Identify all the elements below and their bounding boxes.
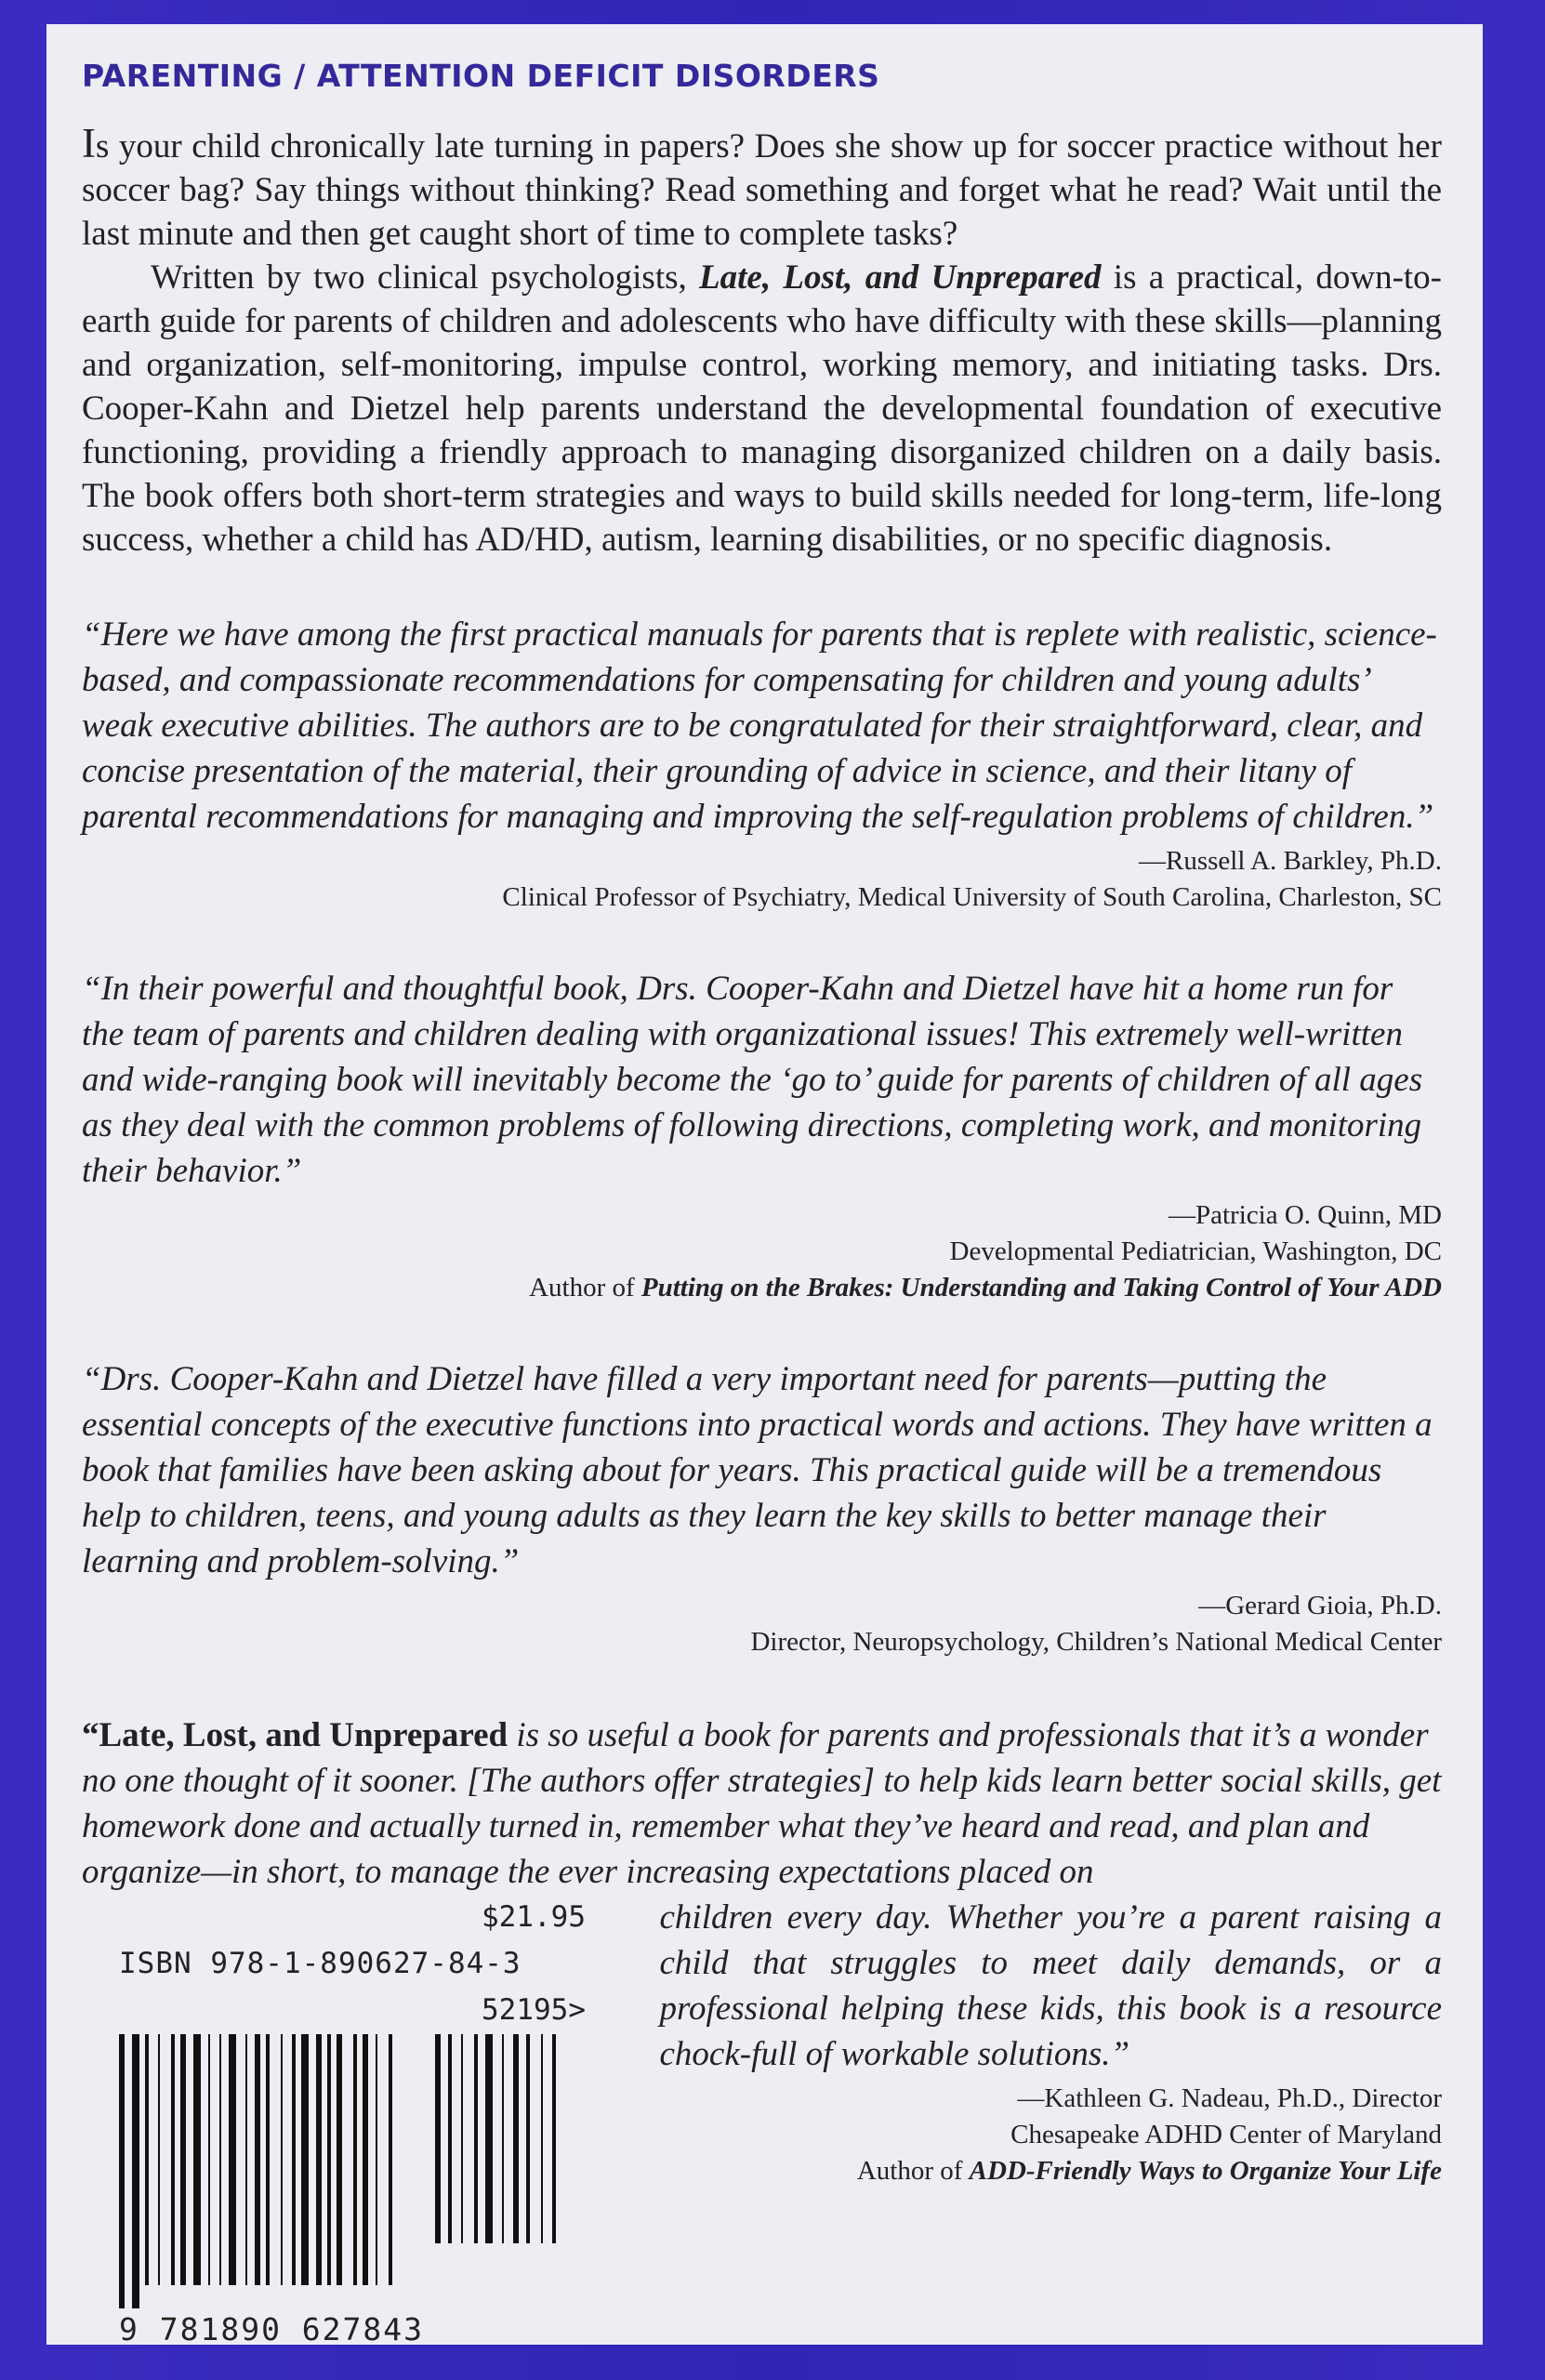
endorsement-text: “Here we have among the first practical manuals for parents that is replete with realistic, science-based, and compassionate recommendations for compensating for children and young adults’ weak executive abilities. The authors are to be congratulated for their straightforward, clear, and concise presentation of the material, their grounding of advice in science, and their litany of parental recommendations for managing and improving the self-regulation problems of children.” [82, 615, 1437, 836]
price-addon-code: 52195> [482, 1993, 586, 2027]
endorsement-barkley [82, 612, 1442, 916]
endorser-affiliation: Clinical Professor of Psychiatry, Medical University of South Carolina, Charleston, SC [502, 882, 1442, 912]
drop-cap: I [82, 120, 96, 166]
endorser-name: —Russell A. Barkley, Ph.D. [1139, 846, 1442, 876]
endorsement-attribution [82, 843, 1442, 916]
description-paragraph-2: Written by two clinical psychologists, Late, Lost, and Unprepared is a practical, down-to-earth guide for parents of children and adolescents who have difficulty with these skills—planning and organization, self-monitoring, impulse control, working memory, and initiating tasks. Drs. Cooper-Kahn and Dietzel help parents understand the developmental foundation of executive functioning, providing a friendly approach to managing disorganized children on a daily basis. The book offers both short-term strategies and ways to build skills needed for long-term, life-long success, whether a child has AD/HD, autism, learning disabilities, or no specific diagnosis. [82, 258, 1442, 559]
endorser-name: —Kathleen G. Nadeau, Ph.D., Director [1017, 2083, 1442, 2113]
book-description [82, 122, 1442, 562]
endorsement-text-continued: children every day. Whether you’re a parent raising a child that struggles to meet daily demands, or a professional helping these kids, this book is a resource chock-full of workable solutions.” [659, 1898, 1442, 2073]
endorsement-text: “In their powerful and thoughtful book, Drs. Cooper-Kahn and Dietzel have hit a home run for the team of parents and children dealing with organizational issues! This extremely well-written and wide-ranging book will inevitably become the ‘go to’ guide for parents of children of all ages as they deal with the common problems of following directions, completing work, and monitoring their behavior.” [82, 970, 1423, 1190]
description-paragraph-1: Is your child chronically late turning in papers? Does she show up for soccer practice without her soccer bag? Say things without thinking? Read something and forget what he read? Wait until the last minute and then get caught short of time to complete tasks? [82, 120, 1442, 253]
category-label: PARENTING / ATTENTION DEFICIT DISORDERS [82, 58, 880, 94]
barcode-block [82, 1895, 660, 2347]
cover-text-panel [46, 24, 1483, 2345]
endorser-book: Author of Putting on the Brakes: Understanding and Taking Control of Your ADD [529, 1273, 1442, 1302]
endorsement-attribution [82, 1588, 1442, 1660]
endorsement-text: “Late, Lost, and Unprepared is so useful a book for parents and professionals that it’s a wonder no one thought of it sooner. [The authors offer strategies] to help kids learn better social skills, get homework done and actually turned in, remember what they’ve heard and read, and plan and organize—in short, to manage the ever increasing expectations placed on [82, 1716, 1442, 1891]
book-title: Late, Lost, and Unprepared [699, 258, 1102, 297]
endorser-affiliation: Chesapeake ADHD Center of Maryland [1010, 2120, 1442, 2149]
endorsement-quinn [82, 966, 1442, 1306]
endorsement-text: “Drs. Cooper-Kahn and Dietzel have filled a very important need for parents—putting the essential concepts of the executive functions into practical words and actions. They have written a book that families have been asking about for years. This practical guide will be a tremendous help to children, teens, and young adults as they learn the key skills to better manage their learning and problem-solving.” [82, 1360, 1433, 1580]
endorser-book: Author of ADD-Friendly Ways to Organize Your Life [856, 2156, 1442, 2186]
endorser-name: —Gerard Gioia, Ph.D. [1198, 1591, 1442, 1620]
isbn: ISBN 978-1-890627-84-3 [119, 1947, 522, 1980]
barcode-icon [119, 2034, 630, 2313]
endorsement-nadeau [82, 1712, 1442, 2347]
book-title: Late, Lost, and Unprepared [99, 1716, 508, 1754]
endorser-affiliation: Director, Neuropsychology, Children’s National Medical Center [750, 1627, 1442, 1657]
endorsement-attribution [82, 1197, 1442, 1306]
price: $21.95 [482, 1900, 586, 1934]
endorsement-attribution [660, 2081, 1443, 2189]
endorser-name: —Patricia O. Quinn, MD [1169, 1200, 1442, 1230]
endorsement-gioia [82, 1356, 1442, 1660]
endorser-affiliation: Developmental Pediatrician, Washington, DC [949, 1236, 1442, 1266]
ean-number: 9 781890 627843 [119, 2311, 425, 2347]
